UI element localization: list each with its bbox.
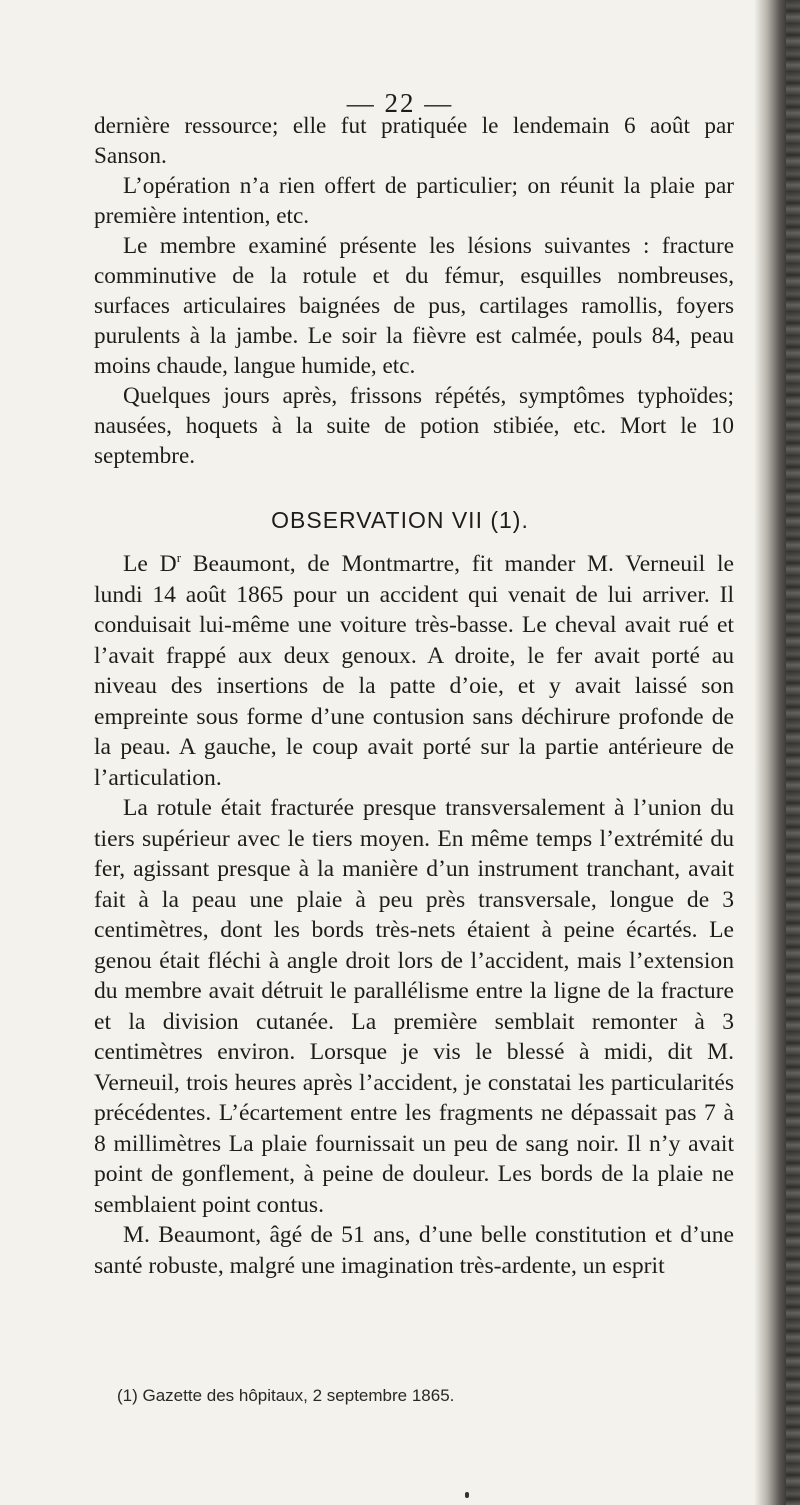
top-text-block: [94, 111, 734, 471]
page-edge-shadow: [754, 0, 800, 1505]
footnote: (1) Gazette des hôpitaux, 2 septembre 1865.: [117, 1386, 455, 1405]
paragraph-text: Beaumont, de Montmartre, fit mander M. Verneuil le lundi 14 août 1865 pour un accident qui venait de lui arriver. Il conduisait lui-même une voiture très-basse. Le cheval avait rué et l’avait frappé aux deux genoux. A droite, le fer avait porté au niveau des insertions de la patte d’oie, et y avait laissé son empreinte sous forme d’une contusion sans déchirure profonde de la peau. A gauche, le coup avait porté sur la partie antérieure de l’articulation.: [94, 551, 734, 791]
observation-title: OBSERVATION VII (1).: [271, 507, 529, 533]
ink-speck: [465, 1492, 469, 1498]
doctor-prefix: Le D: [123, 551, 177, 577]
doctor-superscript: r: [176, 550, 182, 566]
paragraph: [94, 549, 734, 793]
paragraph: M. Beaumont, âgé de 51 ans, d’une belle constitution et d’une santé robuste, malgré une imagination très-ardente, un esprit: [94, 1222, 734, 1279]
paragraph: La rotule était fracturée presque transversalement à l’union du tiers supérieur avec le tiers moyen. En même temps l’extrémité du fer, agissant presque à la manière d’un instrument tranchant, avait fait à la peau une plaie à peu près transversale, longue de 3 centimètres, dont les bords très-nets étaient à peine écartés. Le genou était fléchi à angle droit lors de l’accident, mais l’extension du membre avait détruit le parallélisme entre la ligne de la fracture et la division cutanée. La première semblait remonter à 3 centimètres environ. Lorsque je vis le blessé à midi, dit M. Verneuil, trois heures après l’accident, je constatai les particularités précédentes. L’écartement entre les fragments ne dépassait pas 7 à 8 millimètres La plaie fournissait un peu de sang noir. Il n’y avait point de gonflement, à peine de douleur. Les bords de la plaie ne semblaient point contus.: [94, 795, 734, 1218]
paragraph: L’opération n’a rien offert de particulier; on réunit la plaie par première intention, etc.: [94, 173, 734, 229]
paragraph: Le membre examiné présente les lésions suivantes : fracture comminutive de la rotule et du fémur, esquilles nombreuses, surfaces articulaires baignées de pus, cartilages ramollis, foyers purulents à la jambe. Le soir la fièvre est calmée, pouls 84, peau moins chaude, langue humide, etc.: [94, 233, 734, 379]
observation-text-block: [94, 549, 734, 1281]
page-number: — 22 —: [346, 88, 454, 118]
paragraph: dernière ressource; elle fut pratiquée le lendemain 6 août par Sanson.: [94, 113, 734, 169]
paragraph: Quelques jours après, frissons répétés, symptômes typhoïdes; nausées, hoquets à la suite de potion stibiée, etc. Mort le 10 septembre.: [94, 383, 734, 469]
